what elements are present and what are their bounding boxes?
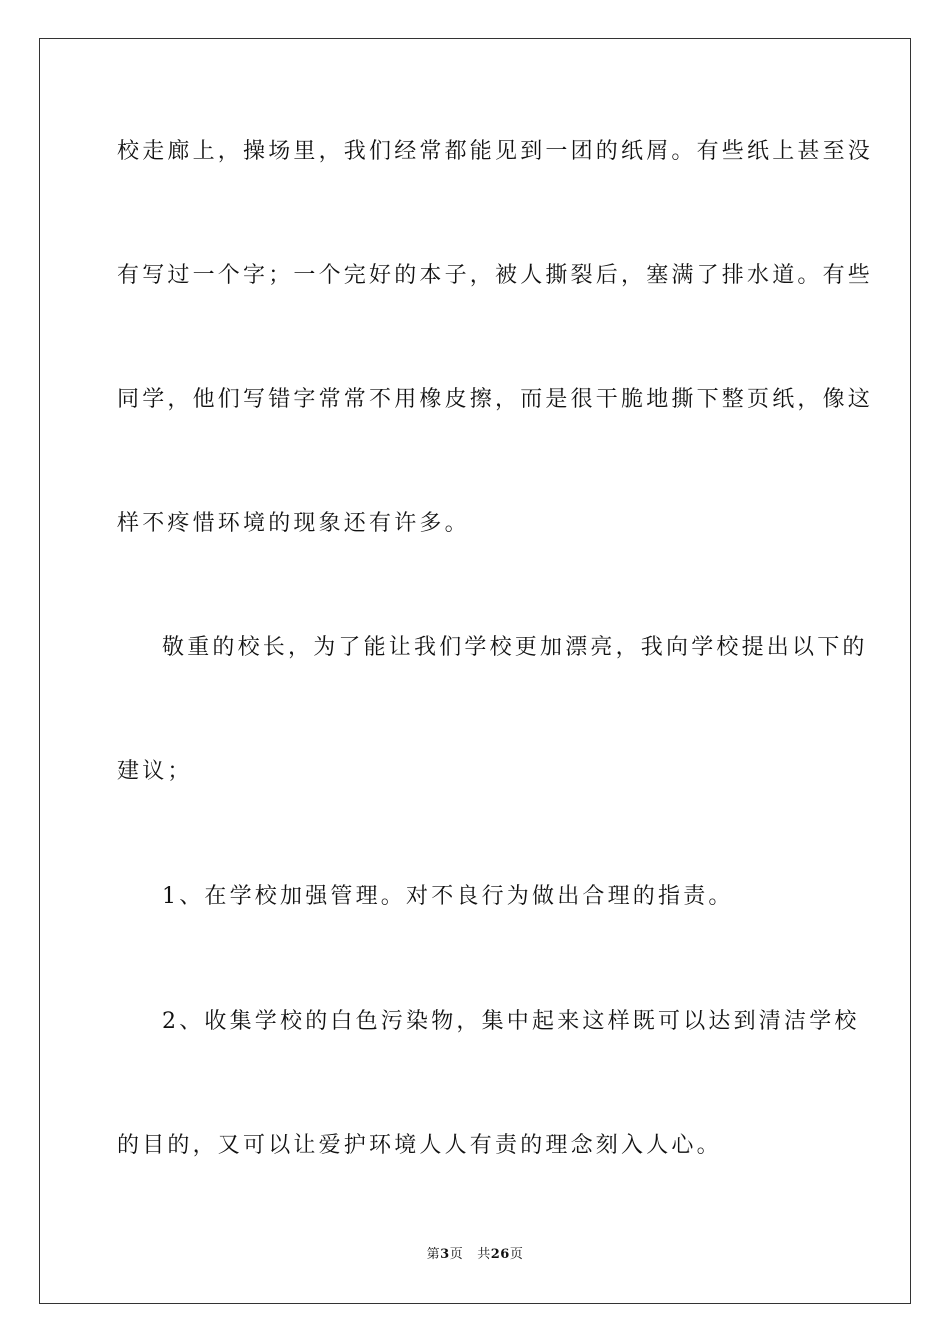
paragraph-line-3: 同学，他们写错字常常不用橡皮擦，而是很干脆地撕下整页纸，像这	[117, 387, 874, 412]
page-suffix: 页	[449, 1247, 464, 1262]
paragraph-line-5: 敬重的校长，为了能让我们学校更加漂亮，我向学校提出以下的	[162, 635, 868, 660]
page-footer	[0, 1246, 950, 1264]
paragraph-line-2: 有写过一个字；一个完好的本子，被人撕裂后，塞满了排水道。有些	[117, 263, 874, 288]
paragraph-line-6: 建议；	[117, 759, 193, 784]
current-page-number: 3	[440, 1247, 450, 1262]
paragraph-line-4: 样不疼惜环境的现象还有许多。	[117, 511, 470, 536]
total-prefix: 共	[477, 1247, 491, 1262]
list-item-1: 1、在学校加强管理。对不良行为做出合理的指责。	[162, 884, 734, 909]
page-prefix: 第	[426, 1247, 441, 1262]
page-border	[39, 38, 911, 1304]
total-page-count: 26	[490, 1247, 510, 1262]
list-item-2-line-2: 的目的，又可以让爱护环境人人有责的理念刻入人心。	[117, 1133, 722, 1158]
paragraph-line-1: 校走廊上，操场里，我们经常都能见到一团的纸屑。有些纸上甚至没	[117, 139, 874, 164]
total-suffix: 页	[509, 1247, 524, 1262]
list-item-2-line-1: 2、收集学校的白色污染物，集中起来这样既可以达到清洁学校	[162, 1009, 860, 1034]
